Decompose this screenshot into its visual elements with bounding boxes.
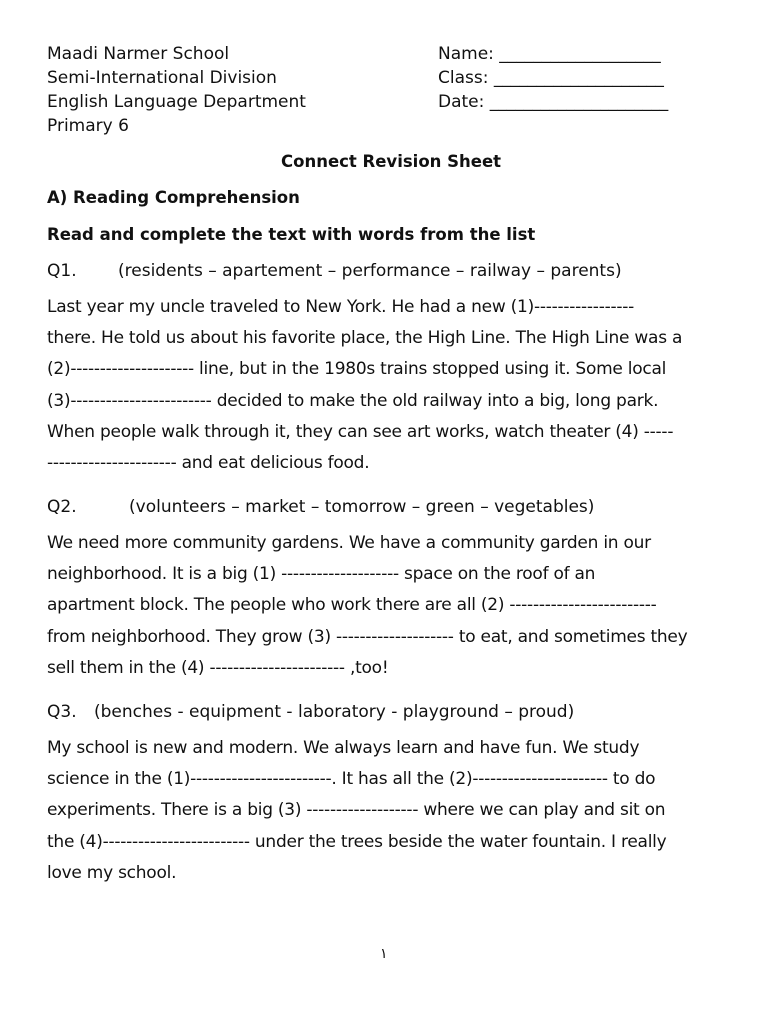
passage-line: experiments. There is a big (3) ------------------- where we can play and sit on xyxy=(47,800,666,820)
word-list: (volunteers – market – tomorrow – green – vegetables) xyxy=(129,497,595,517)
passage-line: apartment block. The people who work there are all (2) ------------------------- xyxy=(47,595,657,615)
date-field[interactable]: Date: _____________________ xyxy=(438,92,669,112)
passage-line: from neighborhood. They grow (3) -------------------- to eat, and sometimes they xyxy=(47,627,688,647)
question-2-header xyxy=(47,497,594,517)
passage-line: there. He told us about his favorite place, the High Line. The High Line was a xyxy=(47,328,683,348)
class-field[interactable]: Class: ____________________ xyxy=(438,68,664,88)
passage-line: When people walk through it, they can see art works, watch theater (4) ----- xyxy=(47,422,674,442)
instruction-text: Read and complete the text with words from the list xyxy=(47,225,536,244)
passage-line: (2)--------------------- line, but in the 1980s trains stopped using it. Some local xyxy=(47,359,667,379)
grade-level: Primary 6 xyxy=(47,116,129,136)
passage-line: sell them in the (4) ----------------------- ,too! xyxy=(47,658,389,678)
question-number: Q1. xyxy=(47,261,77,281)
worksheet-page xyxy=(47,0,737,1024)
sheet-title: Connect Revision Sheet xyxy=(281,152,502,171)
passage-line: love my school. xyxy=(47,863,177,883)
word-list: (benches - equipment - laboratory - playground – proud) xyxy=(94,702,575,722)
passage-line: the (4)------------------------- under the trees beside the water fountain. I really xyxy=(47,832,667,852)
question-number: Q3. xyxy=(47,702,77,722)
question-3-header xyxy=(47,702,574,722)
word-list: (residents – apartement – performance – railway – parents) xyxy=(118,261,622,281)
passage-line: (3)------------------------ decided to make the old railway into a big, long park. xyxy=(47,391,659,411)
passage-line: science in the (1)------------------------. It has all the (2)----------------------- to do xyxy=(47,769,656,789)
department-name: English Language Department xyxy=(47,92,306,112)
division-name: Semi-International Division xyxy=(47,68,277,88)
question-1-header xyxy=(47,261,622,281)
name-field[interactable]: Name: ___________________ xyxy=(438,44,661,64)
section-heading: A) Reading Comprehension xyxy=(47,188,300,207)
passage-line: neighborhood. It is a big (1) -------------------- space on the roof of an xyxy=(47,564,596,584)
passage-line: ---------------------- and eat delicious food. xyxy=(47,453,370,473)
passage-line: Last year my uncle traveled to New York. He had a new (1)----------------- xyxy=(47,297,635,317)
passage-line: My school is new and modern. We always learn and have fun. We study xyxy=(47,738,640,758)
school-name: Maadi Narmer School xyxy=(47,44,230,64)
question-number: Q2. xyxy=(47,497,77,517)
passage-line: We need more community gardens. We have a community garden in our xyxy=(47,533,651,553)
page-number: ١ xyxy=(380,946,388,962)
